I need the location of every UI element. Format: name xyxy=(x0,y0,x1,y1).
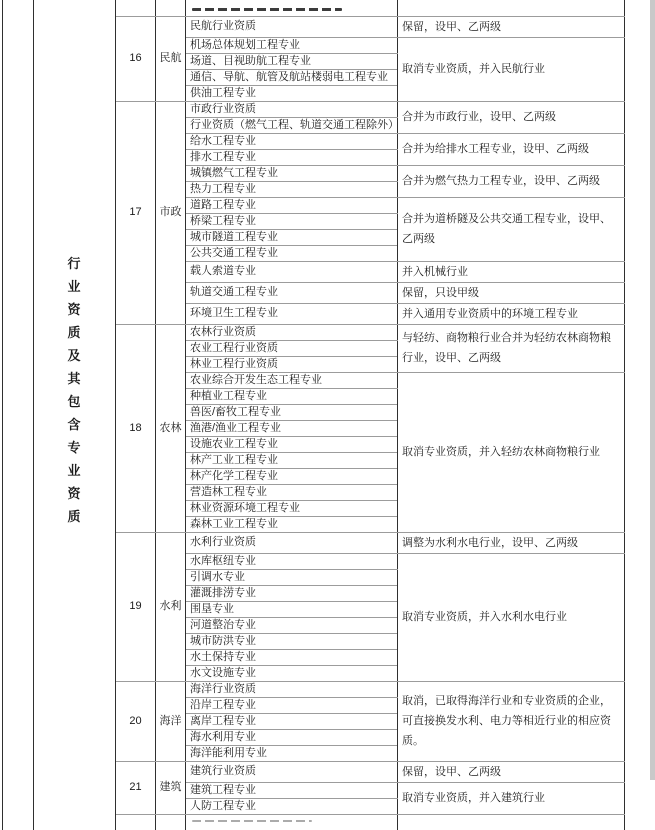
specialty-cell: 水利行业资质 xyxy=(186,532,398,553)
specialty-cell: 行业资质（燃气工程、轨道交通工程除外） xyxy=(186,117,398,133)
industry-name-cell: 民航 xyxy=(156,16,186,101)
outer-column-cell xyxy=(3,0,34,830)
specialty-cell: 公共交通工程专业 xyxy=(186,245,398,261)
action-cell: 保留，设甲、乙两级 xyxy=(398,761,625,782)
row-header-char: 质 xyxy=(67,325,81,340)
specialty-cell: 海水利用专业 xyxy=(186,729,398,745)
specialty-cell: 排水工程专业 xyxy=(186,149,398,165)
specialty-cell: 城市隧道工程专业 xyxy=(186,229,398,245)
specialty-cell: 供油工程专业 xyxy=(186,85,398,101)
specialty-cell: 营造林工程专业 xyxy=(186,484,398,500)
specialty-cell: 市政行业资质 xyxy=(186,101,398,117)
clipped-cell xyxy=(398,814,625,830)
specialty-cell: 轨道交通工程专业 xyxy=(186,282,398,303)
action-cell: 与轻纺、商物粮行业合并为轻纺农林商物粮行业，设甲、乙两级 xyxy=(398,324,625,372)
action-cell: 取消专业资质，并入建筑行业 xyxy=(398,782,625,814)
specialty-cell: 民航行业资质 xyxy=(186,16,398,37)
specialty-cell: 林业资源环境工程专业 xyxy=(186,500,398,516)
action-cell: 保留，设甲、乙两级 xyxy=(398,16,625,37)
action-cell: 合并为市政行业，设甲、乙两级 xyxy=(398,101,625,133)
specialty-cell: 水文设施专业 xyxy=(186,665,398,681)
clipped-text-fragment xyxy=(192,8,342,11)
row-header-char: 及 xyxy=(67,348,81,363)
row-header-char: 资 xyxy=(67,486,81,501)
row-header-char: 质 xyxy=(67,509,81,524)
specialty-cell: 兽医/畜牧工程专业 xyxy=(186,404,398,420)
row-header-char: 业 xyxy=(67,279,81,294)
specialty-cell: 森林工业工程专业 xyxy=(186,516,398,532)
row-header-char: 行 xyxy=(67,256,81,271)
group-number-cell: 18 xyxy=(116,324,156,532)
clipped-text-fragment xyxy=(192,820,312,822)
specialty-cell: 桥梁工程专业 xyxy=(186,213,398,229)
specialty-cell: 城市防洪专业 xyxy=(186,633,398,649)
specialty-cell: 环境卫生工程专业 xyxy=(186,303,398,324)
specialty-cell: 热力工程专业 xyxy=(186,181,398,197)
specialty-cell: 渔港/渔业工程专业 xyxy=(186,420,398,436)
specialty-cell: 设施农业工程专业 xyxy=(186,436,398,452)
group-number-cell: 17 xyxy=(116,101,156,324)
industry-name-cell: 水利 xyxy=(156,532,186,681)
specialty-cell: 海洋行业资质 xyxy=(186,681,398,697)
action-cell: 合并为给排水工程专业，设甲、乙两级 xyxy=(398,133,625,165)
industry-name-cell: 市政 xyxy=(156,101,186,324)
specialty-cell: 种植业工程专业 xyxy=(186,388,398,404)
action-cell: 取消，已取得海洋行业和专业资质的企业，可直接换发水利、电力等相近行业的相应资质。 xyxy=(398,681,625,761)
specialty-cell: 场道、目视助航工程专业 xyxy=(186,53,398,69)
clipped-cell xyxy=(116,0,156,16)
action-cell: 取消专业资质，并入民航行业 xyxy=(398,37,625,101)
table-row xyxy=(3,0,625,16)
qualification-table xyxy=(2,0,625,830)
action-cell: 并入通用专业资质中的环境工程专业 xyxy=(398,303,625,324)
group-number-cell: 21 xyxy=(116,761,156,814)
clipped-cell xyxy=(116,814,156,830)
clipped-cell xyxy=(186,814,398,830)
action-cell: 取消专业资质，并入轻纺农林商物粮行业 xyxy=(398,372,625,532)
specialty-cell: 引调水专业 xyxy=(186,569,398,585)
specialty-cell: 沿岸工程专业 xyxy=(186,697,398,713)
row-header-char: 专 xyxy=(67,440,81,455)
clipped-cell xyxy=(156,0,186,16)
specialty-cell: 城镇燃气工程专业 xyxy=(186,165,398,181)
specialty-cell: 给水工程专业 xyxy=(186,133,398,149)
action-cell: 合并为道桥隧及公共交通工程专业，设甲、乙两级 xyxy=(398,197,625,261)
specialty-cell: 建筑行业资质 xyxy=(186,761,398,782)
specialty-cell: 河道整治专业 xyxy=(186,617,398,633)
group-number-cell: 20 xyxy=(116,681,156,761)
specialty-cell: 围垦专业 xyxy=(186,601,398,617)
action-cell: 调整为水利水电行业，设甲、乙两级 xyxy=(398,532,625,553)
specialty-cell: 载人索道专业 xyxy=(186,261,398,282)
row-header-column-cell xyxy=(34,0,116,830)
specialty-cell: 机场总体规划工程专业 xyxy=(186,37,398,53)
specialty-cell: 灌溉排涝专业 xyxy=(186,585,398,601)
specialty-cell: 农林行业资质 xyxy=(186,324,398,340)
specialty-cell: 建筑工程专业 xyxy=(186,782,398,798)
row-header-char: 含 xyxy=(67,417,81,432)
group-number-cell: 19 xyxy=(116,532,156,681)
clipped-cell xyxy=(156,814,186,830)
action-cell: 保留，只设甲级 xyxy=(398,282,625,303)
specialty-cell: 农业综合开发生态工程专业 xyxy=(186,372,398,388)
action-cell: 并入机械行业 xyxy=(398,261,625,282)
row-header-char: 资 xyxy=(67,302,81,317)
specialty-cell: 林产工业工程专业 xyxy=(186,452,398,468)
clipped-cell xyxy=(398,0,625,16)
specialty-cell: 道路工程专业 xyxy=(186,197,398,213)
group-number-cell: 16 xyxy=(116,16,156,101)
action-cell: 合并为燃气热力工程专业，设甲、乙两级 xyxy=(398,165,625,197)
specialty-cell: 人防工程专业 xyxy=(186,798,398,814)
specialty-cell: 农业工程行业资质 xyxy=(186,340,398,356)
specialty-cell: 水库枢纽专业 xyxy=(186,553,398,569)
industry-name-cell: 海洋 xyxy=(156,681,186,761)
row-header-char: 包 xyxy=(67,394,81,409)
row-header-char: 其 xyxy=(67,371,81,386)
page-edge-strip xyxy=(650,0,655,780)
action-cell: 取消专业资质，并入水利水电行业 xyxy=(398,553,625,681)
industry-name-cell: 农林 xyxy=(156,324,186,532)
specialty-cell: 离岸工程专业 xyxy=(186,713,398,729)
industry-name-cell: 建筑 xyxy=(156,761,186,814)
clipped-cell xyxy=(186,0,398,16)
specialty-cell: 海洋能利用专业 xyxy=(186,745,398,761)
row-header-char: 业 xyxy=(67,463,81,478)
specialty-cell: 林产化学工程专业 xyxy=(186,468,398,484)
specialty-cell: 林业工程行业资质 xyxy=(186,356,398,372)
specialty-cell: 通信、导航、航管及航站楼弱电工程专业 xyxy=(186,69,398,85)
specialty-cell: 水土保持专业 xyxy=(186,649,398,665)
